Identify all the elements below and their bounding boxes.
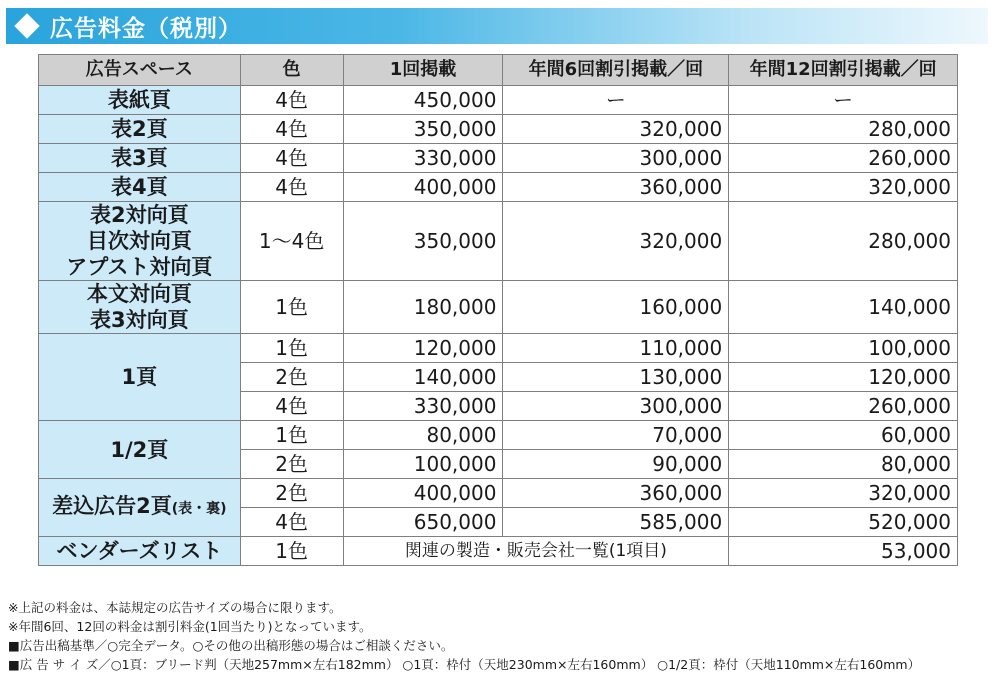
space-label: 差込広告2頁 (52, 494, 172, 518)
price-six: 160,000 (503, 281, 729, 334)
color-cell: 4色 (240, 115, 343, 144)
space-cell: 1/2頁 (39, 421, 241, 479)
page-title: 広告料金（税別） (50, 15, 242, 42)
space-cell (39, 479, 241, 537)
space-cell: 表紙頁 (39, 86, 241, 115)
price-once: 350,000 (343, 115, 503, 144)
color-cell: 1色 (240, 537, 343, 566)
price-six: 300,000 (503, 392, 729, 421)
price-once: 650,000 (343, 508, 503, 537)
color-cell: 4色 (240, 392, 343, 421)
color-cell: 1色 (240, 421, 343, 450)
price-twelve: 60,000 (729, 421, 958, 450)
price-once: 80,000 (343, 421, 503, 450)
title-bar (6, 8, 988, 44)
table-row (39, 479, 958, 508)
footnote: ※上記の料金は、本誌規定の広告サイズの場合に限ります。 (8, 600, 342, 615)
color-cell: 4色 (240, 173, 343, 202)
rate-table (38, 54, 958, 566)
price-twelve: 320,000 (729, 479, 958, 508)
price-six: 360,000 (503, 173, 729, 202)
color-cell: 2色 (240, 450, 343, 479)
table-row (39, 173, 958, 202)
price-twelve: 280,000 (729, 202, 958, 281)
price-six: 70,000 (503, 421, 729, 450)
header-twelve: 年間12回割引掲載／回 (729, 55, 958, 86)
price-once: 180,000 (343, 281, 503, 334)
space-cell (39, 202, 241, 281)
space-cell: ベンダーズリスト (39, 537, 241, 566)
price-twelve: 260,000 (729, 144, 958, 173)
color-cell: 2色 (240, 479, 343, 508)
footnotes (8, 598, 988, 674)
price-twelve: 520,000 (729, 508, 958, 537)
header-color: 色 (240, 55, 343, 86)
table-row (39, 281, 958, 334)
color-cell: 4色 (240, 508, 343, 537)
price-six: 130,000 (503, 363, 729, 392)
price-once: 450,000 (343, 86, 503, 115)
price-twelve: 320,000 (729, 173, 958, 202)
footnote: ※年間6回、12回の料金は割引料金(1回当たり)となっています。 (8, 619, 372, 634)
space-cell (39, 281, 241, 334)
space-cell: 1頁 (39, 334, 241, 421)
footnote: ■広告出稿基準／○完全データ。○その他の出稿形態の場合はご相談ください。 (8, 638, 454, 653)
header-space: 広告スペース (39, 55, 241, 86)
table-row (39, 86, 958, 115)
table-row (39, 537, 958, 566)
color-cell: 1色 (240, 334, 343, 363)
space-line: 本文対向頁 (86, 282, 192, 306)
price-twelve: 100,000 (729, 334, 958, 363)
price-once: 330,000 (343, 144, 503, 173)
price-once: 400,000 (343, 173, 503, 202)
space-cell: 表2頁 (39, 115, 241, 144)
table-row (39, 334, 958, 363)
price-once: 140,000 (343, 363, 503, 392)
price-twelve: 120,000 (729, 363, 958, 392)
price-twelve: 140,000 (729, 281, 958, 334)
price-twelve: 53,000 (729, 537, 958, 566)
price-twelve: ー (729, 86, 958, 115)
price-six: 585,000 (503, 508, 729, 537)
price-once: 350,000 (343, 202, 503, 281)
price-six: 360,000 (503, 479, 729, 508)
header-once: 1回掲載 (343, 55, 503, 86)
footnote: ■広 告 サ イ ズ／○1頁：ブリード判（天地257mm×左右182mm） ○1頁：枠付（天地230mm×左右160mm） ○1/2頁：枠付（天地110mm×左右160mm） (8, 657, 921, 672)
price-six: ー (503, 86, 729, 115)
price-six: 320,000 (503, 115, 729, 144)
diamond-icon (14, 13, 39, 38)
vendor-note: 関連の製造・販売会社一覧(1項目) (343, 537, 729, 566)
color-cell: 1色 (240, 281, 343, 334)
price-once: 400,000 (343, 479, 503, 508)
color-cell: 4色 (240, 144, 343, 173)
table-row (39, 421, 958, 450)
space-cell: 表3頁 (39, 144, 241, 173)
table-row (39, 144, 958, 173)
price-twelve: 280,000 (729, 115, 958, 144)
price-six: 90,000 (503, 450, 729, 479)
price-once: 120,000 (343, 334, 503, 363)
table-header-row (39, 55, 958, 86)
price-twelve: 80,000 (729, 450, 958, 479)
price-six: 300,000 (503, 144, 729, 173)
color-cell: 4色 (240, 86, 343, 115)
color-cell: 2色 (240, 363, 343, 392)
price-once: 330,000 (343, 392, 503, 421)
space-line: 目次対向頁 (86, 229, 192, 253)
price-twelve: 260,000 (729, 392, 958, 421)
space-cell: 表4頁 (39, 173, 241, 202)
space-line: アプスト対向頁 (66, 255, 213, 279)
header-six: 年間6回割引掲載／回 (503, 55, 729, 86)
table-row (39, 115, 958, 144)
space-line: 表3対向頁 (90, 308, 189, 332)
space-line: 表2対向頁 (90, 203, 189, 227)
table-row (39, 202, 958, 281)
price-six: 110,000 (503, 334, 729, 363)
color-cell: 1〜4色 (240, 202, 343, 281)
price-six: 320,000 (503, 202, 729, 281)
price-once: 100,000 (343, 450, 503, 479)
space-sublabel: (表・裏) (171, 501, 227, 517)
